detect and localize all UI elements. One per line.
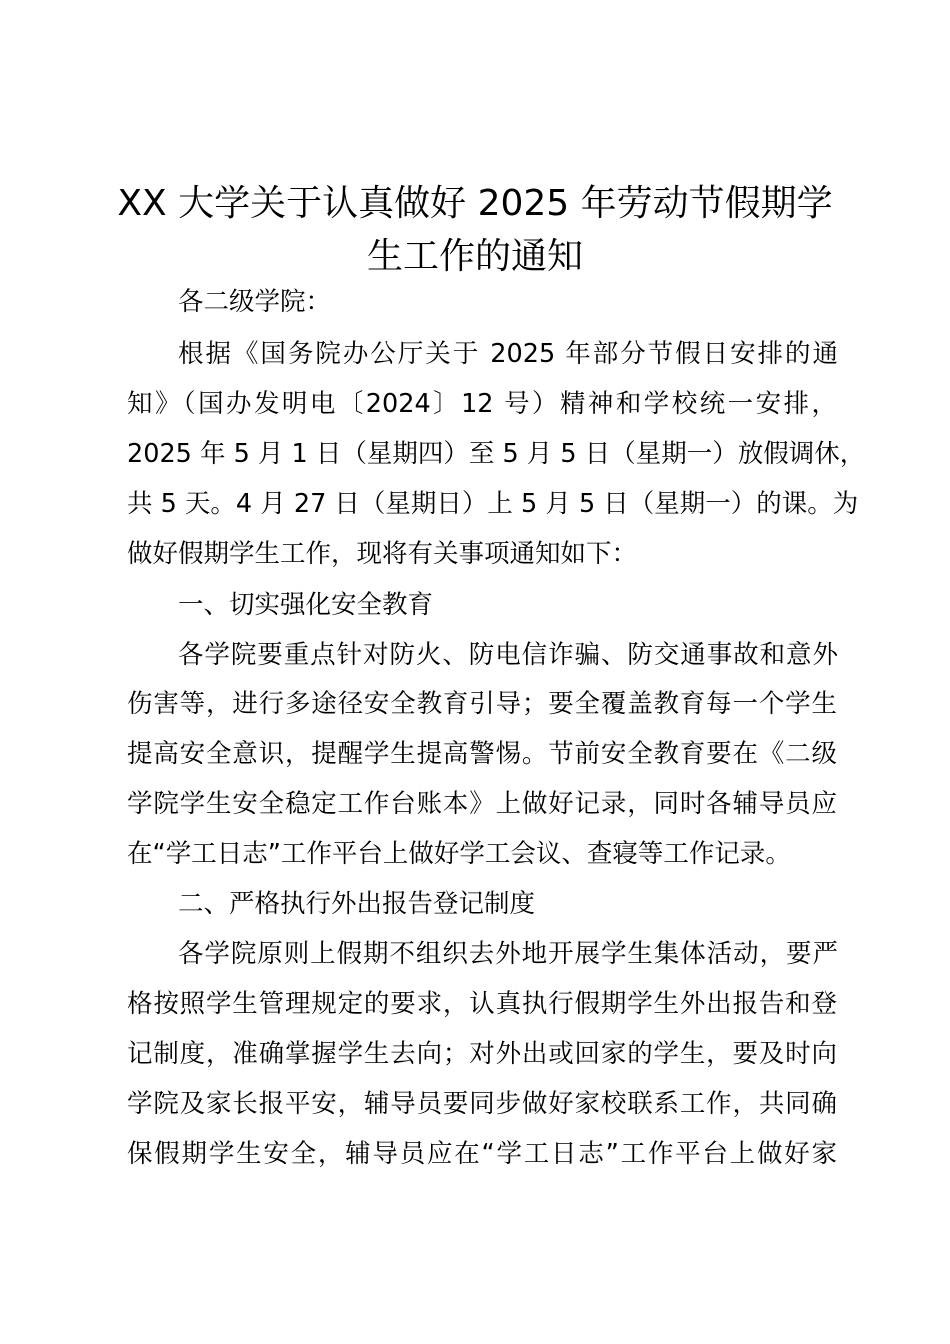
paragraph-3-line-3: 记制度，准确掌握学生去向；对外出或回家的学生，要及时向	[127, 1039, 837, 1069]
paragraph-2-line-3: 提高安全意识，提醒学生提高警惕。节前安全教育要在《二级	[127, 739, 837, 769]
paragraph-3-line-1: 各学院原则上假期不组织去外地开展学生集体活动，要严	[178, 939, 838, 969]
paragraph-1-line-2: 知》（国办发明电〔2024〕12 号）精神和学校统一安排，	[127, 389, 837, 419]
paragraph-3-line-5: 保假期学生安全，辅导员应在“学工日志”工作平台上做好家	[127, 1139, 837, 1169]
section-heading-1: 一、切实强化安全教育	[178, 590, 434, 620]
paragraph-2-line-2: 伤害等，进行多途径安全教育引导；要全覆盖教育每一个学生	[127, 689, 837, 719]
paragraph-1-line-1: 根据《国务院办公厅关于 2025 年部分节假日安排的通	[178, 339, 838, 369]
document-title-line-1: XX 大学关于认真做好 2025 年劳动节假期学	[117, 183, 833, 224]
paragraph-3-line-2: 格按照学生管理规定的要求，认真执行假期学生外出报告和登	[127, 989, 837, 1019]
paragraph-2-line-5: 在“学工日志”工作平台上做好学工会议、查寝等工作记录。	[127, 839, 791, 869]
paragraph-3-line-4: 学院及家长报平安，辅导员要同步做好家校联系工作，共同确	[127, 1089, 837, 1119]
paragraph-2-line-1: 各学院要重点针对防火、防电信诈骗、防交通事故和意外	[178, 640, 838, 670]
paragraph-2-line-4: 学院学生安全稳定工作台账本》上做好记录，同时各辅导员应	[127, 789, 837, 819]
paragraph-1-line-5: 做好假期学生工作，现将有关事项通知如下：	[127, 539, 638, 569]
section-heading-2: 二、严格执行外出报告登记制度	[178, 889, 536, 919]
document-title-line-2: 生工作的通知	[366, 236, 583, 277]
paragraph-1-line-4: 共 5 天。4 月 27 日（星期日）上 5 月 5 日（星期一）的课。为	[127, 489, 859, 519]
paragraph-1-line-3: 2025 年 5 月 1 日（星期四）至 5 月 5 日（星期一）放假调休，	[127, 439, 866, 469]
salutation: 各二级学院：	[178, 287, 332, 317]
